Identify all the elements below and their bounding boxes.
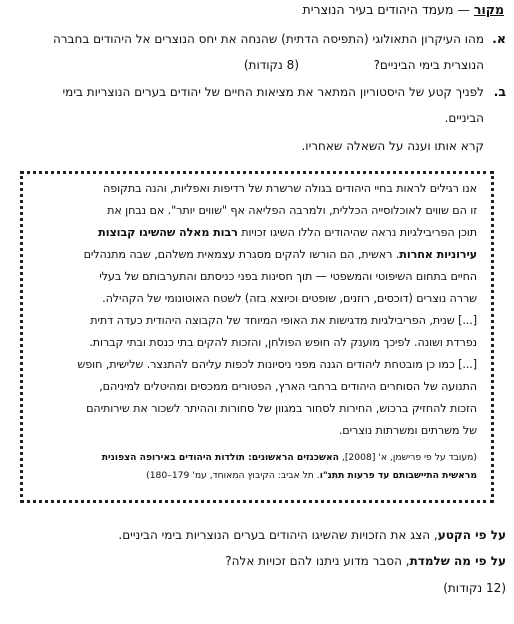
citation-book-title: האשכנזים הראשונים: תולדות היהודים באירופה הצפונית bbox=[101, 452, 339, 463]
passage-text: . ראשית, הם הורשו להקים מסגרת עצמאית משלהם, שבה מתנהלים bbox=[83, 248, 400, 261]
task-line1 bbox=[118, 527, 506, 543]
question-a-line2: הנוצרית בימי הביניים? bbox=[373, 58, 484, 72]
passage-bold-text: רבות מאלה שהשיגו קבוצות bbox=[98, 226, 238, 239]
citation-line1 bbox=[102, 452, 477, 464]
source-title-text: — מעמד היהודים בעיר הנוצרית bbox=[302, 2, 474, 17]
question-b-line3: קרא אותו וענה על השאלה שאחריו. bbox=[301, 139, 484, 153]
source-label: מקור bbox=[473, 2, 504, 17]
passage-line: אנו רגילים לראות בחיי היהודים בגולה שרשרת של רדיפות ואפליות, והנה בתקופה bbox=[103, 182, 477, 195]
task-line2 bbox=[225, 553, 506, 569]
question-b-line2: הביניים. bbox=[444, 111, 484, 125]
passage-line: זו הם שווים לאוכלוסייה הכללית, ולמרבה הפליאה אף "שווים יותר". אם נבחן את bbox=[107, 204, 477, 217]
passage-line bbox=[98, 226, 477, 240]
question-a-line1: מהו העיקרון התאולוגי (התפיסה הדתית) שהנחה את יחס הנוצרים אל היהודים בחברה bbox=[52, 32, 484, 46]
passage-bold-text: עירוניות אחרות bbox=[399, 248, 477, 261]
passage-box bbox=[20, 171, 494, 503]
passage-line bbox=[84, 248, 477, 262]
passage-line: החיים בתחום השיפוטי והמשפטי — תוך חסינות בפני כניסתם והתערבותם של בעלי bbox=[99, 270, 477, 283]
passage-line: נפרדת ושונה. לפיכך מוענק לה חופש הפולחן, והזכות להקים בתי כנסת ובתי קברות. bbox=[89, 336, 477, 349]
question-b-line1: לפניך קטע של היסטוריון המתאר את מציאות החיים של יהודים בערים הנוצריות בימי bbox=[62, 85, 484, 99]
passage-line: התנועה של הסוחרים היהודים ברחבי הארץ, הפטורים ממכסים ומהיטלים למיניהם, bbox=[99, 380, 477, 393]
question-b-mark: ב. bbox=[493, 84, 506, 99]
citation-suffix: . תל אביב: הקיבוץ המאוחד, עמ' 179–180) bbox=[146, 470, 320, 481]
question-a-mark: א. bbox=[492, 31, 506, 46]
passage-text: תוכן הפריבילגיות נראה שהיהודים הללו השיגו זכויות bbox=[237, 226, 477, 239]
passage-line: שררה נוצרים (דוכסים, רוזנים, שופטים וכיוצא בזה) לשטח האוטונומי של הקהילה. bbox=[102, 292, 477, 305]
citation-line2 bbox=[146, 470, 477, 482]
task-bold-text: על פי מה שלמדת bbox=[409, 554, 506, 568]
question-a-points: (8 נקודות) bbox=[243, 58, 299, 72]
task-bold-text: על פי הקטע bbox=[437, 528, 506, 542]
passage-line: [...] שנית, הפריבילגיות מדגישות את האופי המיוחד של הקבוצה היהודית כעדה דתית bbox=[90, 314, 477, 327]
task-text: , הצג את הזכויות שהשיגו היהודים בערים הנוצריות בימי הביניים. bbox=[118, 528, 438, 542]
task-text: , הסבר מדוע ניתנו להם זכויות אלה? bbox=[225, 554, 410, 568]
citation-prefix: (מעובד על פי פרישמן, א' [2008], bbox=[338, 452, 477, 463]
passage-line: של משרתים ומשרתות נוצרים. bbox=[338, 424, 477, 437]
citation-book-subtitle: מראשית התיישבותם עד פרעות תתנ"ו bbox=[319, 470, 477, 481]
source-title bbox=[8, 2, 504, 18]
task-points: (12 נקודות) bbox=[443, 581, 506, 595]
passage-line: הזכות להחזיק ברכוש, החירות לסחור במגוון של סחורות וההיתר לשכור את שירותיהם bbox=[86, 402, 477, 415]
passage-line: [...] כמו כן מובטחת ליהודים הגנה מפני ניסיונות לכפות עליהם להתנצר. שלישית, חופש bbox=[77, 358, 477, 371]
